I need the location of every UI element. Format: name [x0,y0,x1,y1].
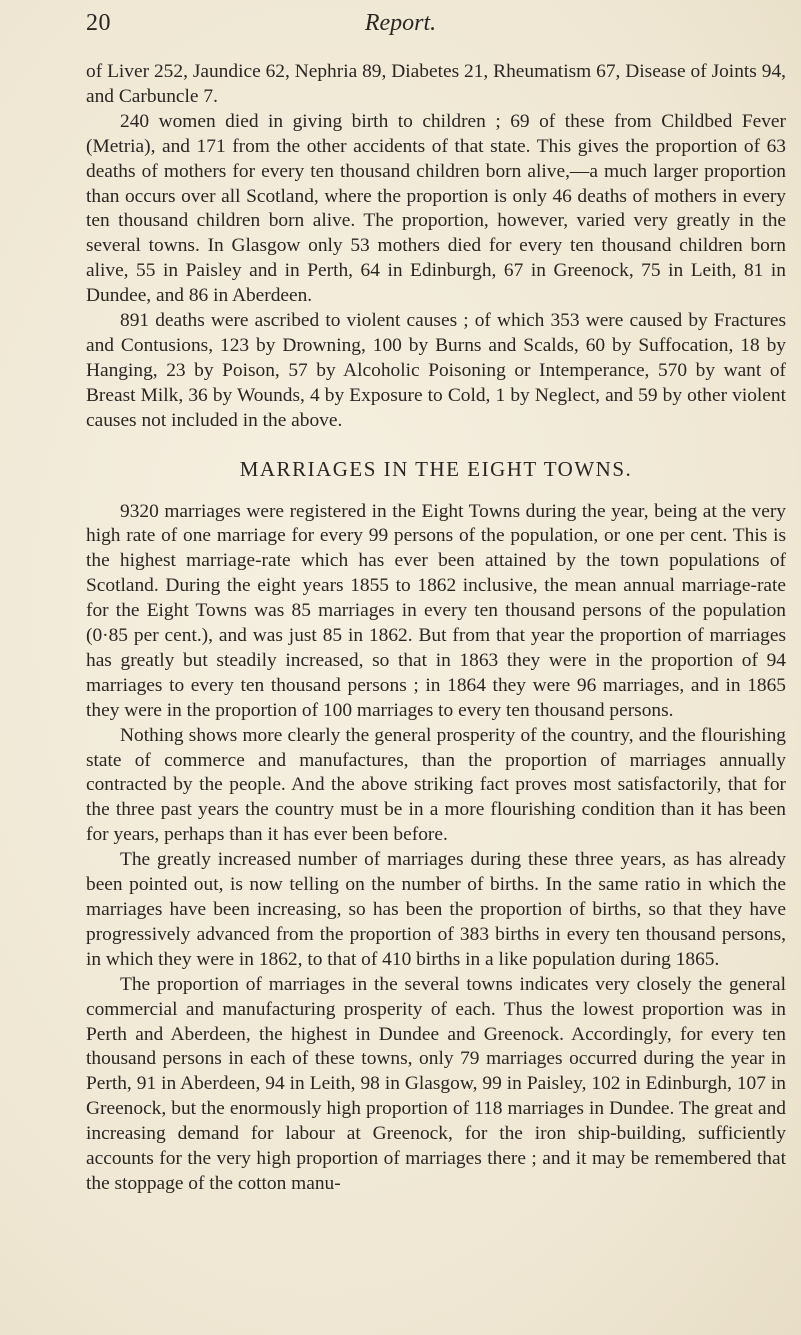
running-title: Report. [364,10,437,36]
paragraph-continuation: of Liver 252, Jaundice 62, Nephria 89, Diabetes 21, Rheumatism 67, Disease of Joints 94, and Carbuncle 7. [86,61,786,107]
page-number: 20 [86,10,111,36]
body-text [86,60,786,1197]
paragraph-marriage-rate: 9320 marriages were registered in the Eight Towns during the year, being at the very high rate of one marriage for every 99 persons of the population, or one per cent. This is the highest marriage-rate which has ever been attained by the town populations of Scotland. During the eight years 1855 to 1862 inclusive, the mean annual marriage-rate for the Eight Towns was 85 marriages in every ten thousand persons of the population (0·85 per cent.), and was just 85 in 1862. But from that year the proportion of marriages has greatly but steadily increased, so that in 1863 they were in the proportion of 94 marriages to every ten thousand persons ; in 1864 they were 96 marriages, and in 1865 they were in the proportion of 100 marriages to every ten thousand persons. [86,500,786,721]
paragraph-prosperity: Nothing shows more clearly the general prosperity of the country, and the flourishing state of commerce and manufactures, than the proportion of marriages annually contracted by the people. And the above striking fact proves most satisfactorily, that for the three past years the country must be in a more flourishing condition than it has been for years, perhaps than it has ever been before. [86,724,786,846]
running-head [0,10,801,50]
paragraph-births: The greatly increased number of marriages during these three years, as has already been pointed out, is now telling on the number of births. In the same ratio in which the marriages have been increasing, so has been the proportion of births, so that they have progressively advanced from the proportion of 383 births in every ten thousand persons, in which they were in 1862, to that of 410 births in a like population during 1865. [86,849,786,970]
paragraph-towns: The proportion of marriages in the several towns indicates very closely the general commercial and manufacturing prosperity of each. Thus the lowest proportion was in Perth and Aberdeen, the highest in Dundee and Greenock. Accordingly, for every ten thousand persons in each of these towns, only 79 marriages occurred during the year in Perth, 91 in Aberdeen, 94 in Leith, 98 in Glasgow, 99 in Paisley, 102 in Edinburgh, 107 in Greenock, but the enormously high proportion of 118 marriages in Dundee. The great and increasing demand for labour at Greenock, for the iron ship-building, sufficiently accounts for the very high proportion of marriages there ; and it may be remembered that the stoppage of the cotton manu- [86,973,786,1194]
section-heading-marriages: MARRIAGES IN THE EIGHT TOWNS. [239,456,633,481]
paragraph-violent-deaths: 891 deaths were ascribed to violent causes ; of which 353 were caused by Fractures and Contusions, 123 by Drowning, 100 by Burns and Scalds, 60 by Suffocation, 18 by Hanging, 23 by Poison, 57 by Alcoholic Poisoning or Intemperance, 570 by want of Breast Milk, 36 by Wounds, 4 by Exposure to Cold, 1 by Neglect, and 59 by other violent causes not included in the above. [86,310,786,431]
paragraph-childbirth-deaths: 240 women died in giving birth to children ; 69 of these from Childbed Fever (Metria), and 171 from the other accidents of that state. This gives the proportion of 63 deaths of mothers for every ten thousand children born alive,—a much larger proportion than occurs over all Scotland, where the proportion is only 46 deaths of mothers in every ten thousand children born alive. The proportion, however, varied very greatly in the several towns. In Glasgow only 53 mothers died for every ten thousand children born alive, 55 in Paisley and in Perth, 64 in Edinburgh, 67 in Greenock, 75 in Leith, 81 in Dundee, and 86 in Aberdeen. [86,110,786,307]
